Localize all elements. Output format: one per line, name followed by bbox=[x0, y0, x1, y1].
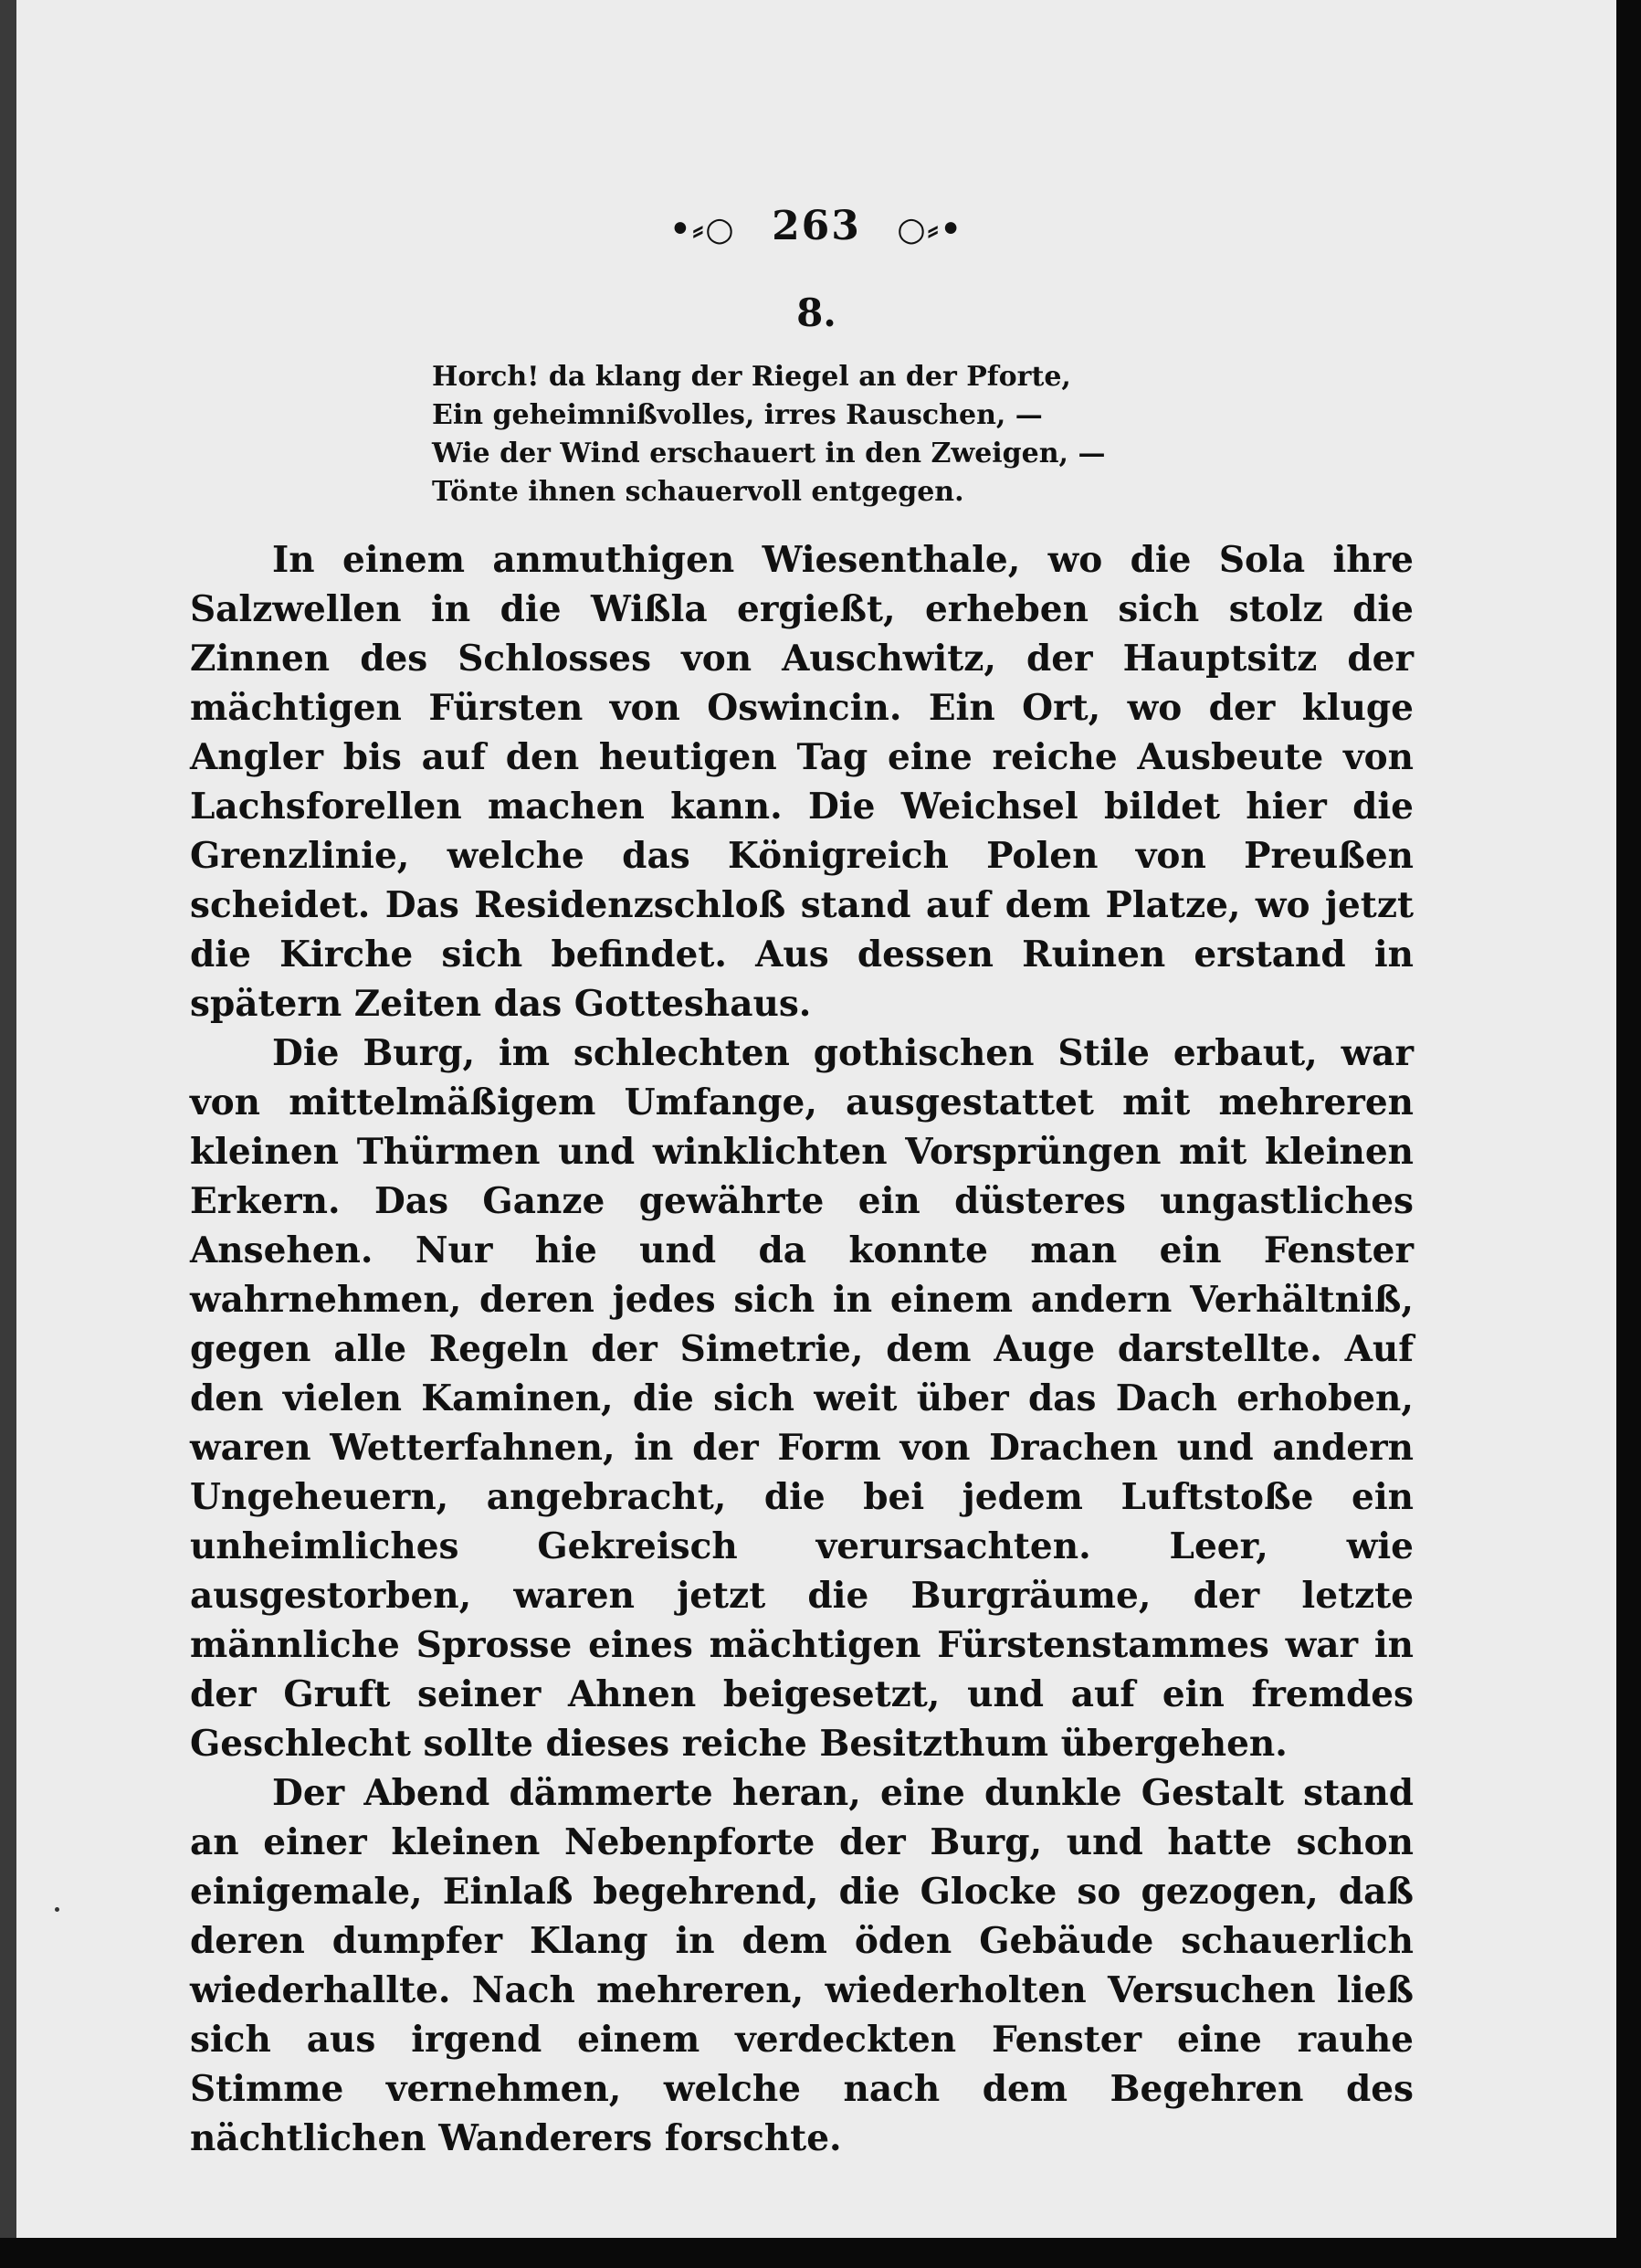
scan-left-border bbox=[0, 0, 16, 2268]
section-number: 8. bbox=[796, 290, 836, 335]
verse-line: Ein geheimnißvolles, irres Rauschen, — bbox=[432, 399, 1043, 431]
scan-speck bbox=[55, 1907, 59, 1912]
paragraph: In einem anmuthigen Wiesenthale, wo die Sola ihre Salzwellen in die Wißla ergießt, erheben sich stolz die Zinnen des Schlosses von Auschwitz, der Hauptsitz der mächtigen Fürsten von Oswincin. Ein Ort, wo der kluge Angler bis auf den heutigen Tag eine reiche Ausbeute von Lachsforellen machen kann. Die Weichsel bildet hier die Grenzlinie, welche das Königreich Polen von Preußen scheidet. Das Residenzschloß stand auf dem Platze, wo jetzt die Kirche sich befindet. Aus dessen Ruinen erstand in spätern Zeiten das Gotteshaus. bbox=[190, 539, 1414, 1025]
ornament-left-icon: •⸗○ bbox=[669, 209, 736, 248]
scan-bottom-border bbox=[0, 2238, 1641, 2268]
body-text bbox=[190, 535, 1414, 2163]
verse-line: Wie der Wind erschauert in den Zweigen, — bbox=[432, 438, 1106, 469]
scan-right-border bbox=[1616, 0, 1641, 2268]
verse-line: Horch! da klang der Riegel an der Pforte, bbox=[432, 361, 1071, 393]
page-header bbox=[16, 203, 1616, 249]
ornament-right-icon: ○⸗• bbox=[897, 209, 963, 248]
paragraph: Der Abend dämmerte heran, eine dunkle Gestalt stand an einer kleinen Nebenpforte der Burg, und hatte schon einigemale, Einlaß begehrend, die Glocke so gezogen, daß deren dumpfer Klang in dem öden Gebäude schauerlich wiederhallte. Nach mehreren, wiederholten Versuchen ließ sich aus irgend einem verdeckten Fenster eine rauhe Stimme vernehmen, welche nach dem Begehren des nächtlichen Wanderers forschte. bbox=[190, 1772, 1414, 2159]
page-number: 263 bbox=[772, 203, 861, 249]
book-page bbox=[16, 0, 1616, 2238]
verse-line: Tönte ihnen schauervoll entgegen. bbox=[432, 476, 964, 508]
verse-block bbox=[432, 358, 1254, 512]
paragraph: Die Burg, im schlechten gothischen Stile erbaut, war von mittelmäßigem Umfange, ausgestattet mit mehreren kleinen Thürmen und winklichten Vorsprüngen mit kleinen Erkern. Das Ganze gewährte ein düsteres ungastliches Ansehen. Nur hie und da konnte man ein Fenster wahrnehmen, deren jedes sich in einem andern Verhältniß, gegen alle Regeln der Simetrie, dem Auge darstellte. Auf den vielen Kaminen, die sich weit über das Dach erhoben, waren Wetterfahnen, in der Form von Drachen und andern Ungeheuern, angebracht, die bei jedem Luftstoße ein unheimliches Gekreisch verursachten. Leer, wie ausgestorben, waren jetzt die Burgräume, der letzte männliche Sprosse eines mächtigen Fürstenstammes war in der Gruft seiner Ahnen beigesetzt, und auf ein fremdes Geschlecht sollte dieses reiche Besitzthum übergehen. bbox=[190, 1032, 1414, 1765]
